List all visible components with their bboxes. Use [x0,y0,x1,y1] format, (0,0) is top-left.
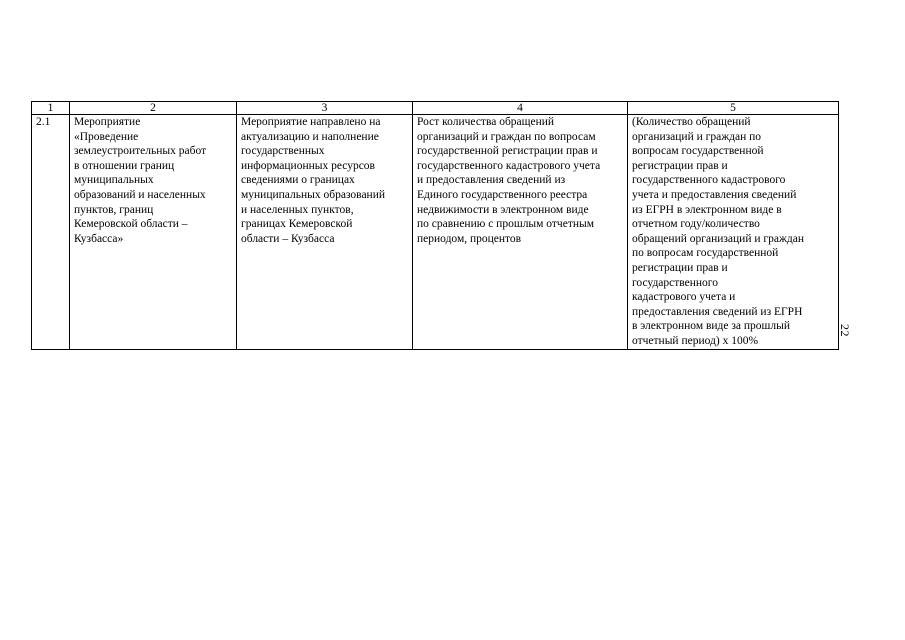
header-row [32,102,839,115]
table-row [32,115,839,350]
formula-cell: (Количество обращений организаций и граждан по вопросам государственной регистрации прав и государственного кадастрового учета и предоставления сведений из ЕГРН в электронном виде в отчетном году/количество обращений организаций и граждан по вопросам государственной регистрации прав и государственного кадастрового учета и предоставления сведений из ЕГРН в электронном виде за прошлый отчетный период) х 100% [628,115,839,350]
header-col-5: 5 [628,102,839,115]
measures-table [31,101,839,350]
header-col-2: 2 [70,102,237,115]
event-name-cell: Мероприятие «Проведение землеустроительных работ в отношении границ муниципальных образований и населенных пунктов, границ Кемеровской области – Кузбасса» [70,115,237,350]
indicator-cell: Рост количества обращений организаций и граждан по вопросам государственной регистрации прав и государственного кадастрового учета и предоставления сведений из Единого государственного реестра недвижимости в электронном виде по сравнению с прошлым отчетным периодом, процентов [413,115,628,350]
header-col-3: 3 [237,102,413,115]
event-purpose-cell: Мероприятие направлено на актуализацию и наполнение государственных информационных ресурсов сведениями о границах муниципальных образований и населенных пунктов, границах Кемеровской области – Кузбасса [237,115,413,350]
page-number: 22 [838,324,852,337]
header-col-1: 1 [32,102,70,115]
row-number-cell: 2.1 [32,115,70,350]
header-col-4: 4 [413,102,628,115]
